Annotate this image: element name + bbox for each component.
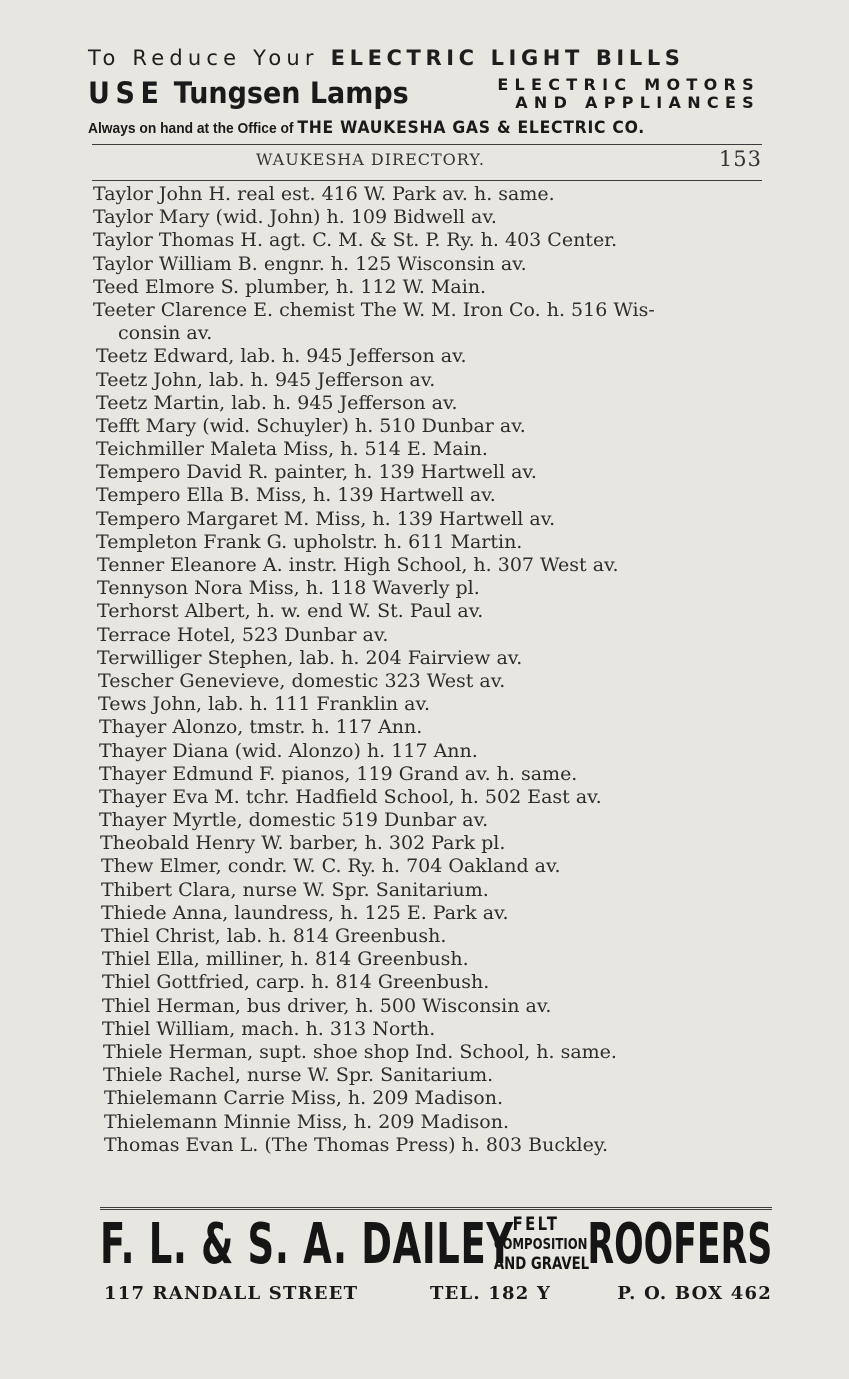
directory-entry: [0, 763, 849, 786]
footer-rule: [100, 1207, 772, 1210]
directory-listing: [0, 183, 849, 1157]
entry-text: Thayer Edmund F. pianos, 119 Grand av. h. same.: [99, 762, 578, 785]
directory-entry: [0, 438, 849, 461]
ad-lamps-row: [88, 76, 760, 116]
directory-entry: [0, 345, 849, 368]
directory-entry: [0, 1111, 849, 1134]
ad-and-appliances: AND APPLIANCES: [515, 93, 760, 112]
entry-text: Tescher Genevieve, domestic 323 West av.: [98, 669, 506, 692]
footer-roofers: ROOFERS: [587, 1212, 772, 1277]
entry-text: Theobald Henry W. barber, h. 302 Park pl.: [100, 832, 506, 855]
directory-entry: [0, 461, 849, 484]
directory-entry: [0, 624, 849, 647]
entry-text: Tennyson Nora Miss, h. 118 Waverly pl.: [97, 577, 480, 600]
directory-entry: [0, 693, 849, 716]
directory-entry: [0, 786, 849, 809]
directory-entry: [0, 971, 849, 994]
footer-ad-banner: [100, 1212, 772, 1282]
directory-entry: [0, 995, 849, 1018]
entry-text: Thiede Anna, laundress, h. 125 E. Park av.: [101, 901, 509, 924]
entry-text: Tempero David R. painter, h. 139 Hartwell av.: [96, 461, 537, 484]
directory-entry: [0, 369, 849, 392]
directory-entry: [0, 508, 849, 531]
entry-text: Thayer Myrtle, domestic 519 Dunbar av.: [99, 809, 489, 832]
ad-headline-prefix: To Reduce Your: [88, 46, 319, 70]
directory-entry: [0, 879, 849, 902]
directory-entry: [0, 647, 849, 670]
ad-electric-motors: ELECTRIC MOTORS: [497, 75, 760, 94]
ad-use-word: USE: [88, 76, 165, 110]
footer-po-box: P. O. BOX 462: [617, 1283, 772, 1304]
ad-always-text: Always on hand at the Office of: [88, 120, 294, 137]
entry-text: Taylor Mary (wid. John) h. 109 Bidwell av.: [93, 206, 497, 229]
entry-text: Teed Elmore S. plumber, h. 112 W. Main.: [93, 275, 487, 298]
directory-entry: [0, 740, 849, 763]
directory-entry: [0, 1087, 849, 1110]
directory-entry: [0, 206, 849, 229]
entry-text: Tefft Mary (wid. Schuyler) h. 510 Dunbar av.: [96, 414, 526, 437]
entry-text: consin av.: [118, 322, 213, 345]
entry-text: Tenner Eleanore A. instr. High School, h. 307 West av.: [97, 554, 619, 576]
page-number: 153: [718, 147, 762, 171]
ad-motors-stack: [458, 76, 760, 112]
directory-entry: [0, 809, 849, 832]
entry-text: Tempero Ella B. Miss, h. 139 Hartwell av.: [96, 484, 496, 507]
directory-entry: [0, 855, 849, 878]
entry-text: Thiel Gottfried, carp. h. 814 Greenbush.: [102, 971, 490, 994]
directory-entry: [0, 1041, 849, 1064]
entry-text: Taylor Thomas H. agt. C. M. & St. P. Ry. h. 403 Center.: [93, 229, 618, 252]
entry-text: Thielemann Minnie Miss, h. 209 Madison.: [104, 1110, 509, 1133]
directory-entry: [0, 531, 849, 554]
entry-text: Thiel Christ, lab. h. 814 Greenbush.: [101, 925, 447, 947]
directory-entry: [0, 229, 849, 252]
footer-materials-stack: [482, 1214, 590, 1274]
footer-felt: FELT: [512, 1213, 560, 1235]
ad-headline: [88, 46, 760, 74]
entry-text: Terrace Hotel, 523 Dunbar av.: [97, 623, 389, 646]
directory-entry: [0, 183, 849, 206]
entry-text: Thiel Herman, bus driver, h. 500 Wisconsin av.: [102, 994, 552, 1017]
directory-entry: [0, 276, 849, 299]
entry-text: Tempero Margaret M. Miss, h. 139 Hartwell av.: [96, 507, 556, 530]
entry-text: Taylor William B. engnr. h. 125 Wisconsin av.: [93, 252, 527, 275]
entry-text: Thayer Alonzo, tmstr. h. 117 Ann.: [99, 716, 423, 739]
running-head: [92, 149, 762, 175]
entry-text: Thew Elmer, condr. W. C. Ry. h. 704 Oakland av.: [101, 855, 561, 878]
ad-lamps-name: Tungsen Lamps: [173, 76, 409, 110]
footer-composition: COMPOSITION: [493, 1235, 588, 1253]
footer-contact-row: [100, 1283, 772, 1309]
directory-entry: [0, 415, 849, 438]
entry-text: Thiele Rachel, nurse W. Spr. Sanitarium.: [103, 1064, 494, 1087]
entry-text: Thiel Ella, milliner, h. 814 Greenbush.: [102, 948, 469, 971]
page-title: WAUKESHA DIRECTORY.: [256, 150, 485, 169]
entry-text: Terwilliger Stephen, lab. h. 204 Fairview av.: [97, 646, 523, 669]
entry-text: Teetz Edward, lab. h. 945 Jefferson av.: [96, 345, 467, 368]
entry-text: Tews John, lab. h. 111 Franklin av.: [98, 693, 430, 716]
directory-entry: [0, 948, 849, 971]
ad-lamps-slogan: [88, 76, 409, 110]
entry-text: Thielemann Carrie Miss, h. 209 Madison.: [104, 1087, 504, 1110]
entry-text: Teetz Martin, lab. h. 945 Jefferson av.: [96, 391, 458, 414]
directory-entry: [0, 902, 849, 925]
footer-address: 117 RANDALL STREET: [104, 1283, 359, 1304]
directory-entry: [0, 577, 849, 600]
directory-entry: [0, 1018, 849, 1041]
header-rule-top: [92, 144, 762, 145]
directory-entry: [0, 670, 849, 693]
directory-entry: [0, 392, 849, 415]
directory-entry: [0, 832, 849, 855]
entry-text: Thayer Diana (wid. Alonzo) h. 117 Ann.: [99, 739, 478, 762]
directory-entry: [0, 554, 849, 577]
entry-text: Thiele Herman, supt. shoe shop Ind. School, h. same.: [103, 1040, 617, 1063]
directory-entry: [0, 925, 849, 948]
ad-office-line: [88, 118, 706, 140]
ad-company-name: THE WAUKESHA GAS & ELECTRIC CO.: [297, 118, 645, 138]
directory-entry: [0, 1134, 849, 1157]
ad-headline-emphasis: ELECTRIC LIGHT BILLS: [330, 46, 685, 70]
entry-text: Thayer Eva M. tchr. Hadfield School, h. 502 East av.: [99, 785, 602, 808]
entry-text: Thomas Evan L. (The Thomas Press) h. 803 Buckley.: [104, 1133, 609, 1156]
entry-text: Teeter Clarence E. chemist The W. M. Iron Co. h. 516 Wis-: [93, 298, 655, 321]
entry-text: Templeton Frank G. upholstr. h. 611 Martin.: [96, 530, 523, 553]
directory-entry: [0, 1064, 849, 1087]
footer-telephone: TEL. 182 Y: [430, 1283, 551, 1304]
directory-entry: [0, 716, 849, 739]
entry-text: Thiel William, mach. h. 313 North.: [102, 1017, 436, 1040]
footer-firm-name: F. L. & S. A. DAILEY: [100, 1212, 514, 1277]
entry-text: Terhorst Albert, h. w. end W. St. Paul av.: [97, 600, 484, 623]
footer-and-gravel: AND GRAVEL: [493, 1254, 590, 1274]
directory-entry: [0, 299, 849, 322]
entry-text: Taylor John H. real est. 416 W. Park av. h. same.: [93, 183, 555, 205]
directory-entry: [0, 600, 849, 623]
entry-text: Thibert Clara, nurse W. Spr. Sanitarium.: [101, 878, 489, 901]
header-rule-bottom: [92, 180, 762, 181]
directory-entry: [0, 253, 849, 276]
entry-text: Teichmiller Maleta Miss, h. 514 E. Main.: [96, 438, 488, 461]
entry-text: Teetz John, lab. h. 945 Jefferson av.: [96, 368, 436, 391]
directory-entry: [0, 484, 849, 507]
directory-entry: [0, 322, 849, 345]
